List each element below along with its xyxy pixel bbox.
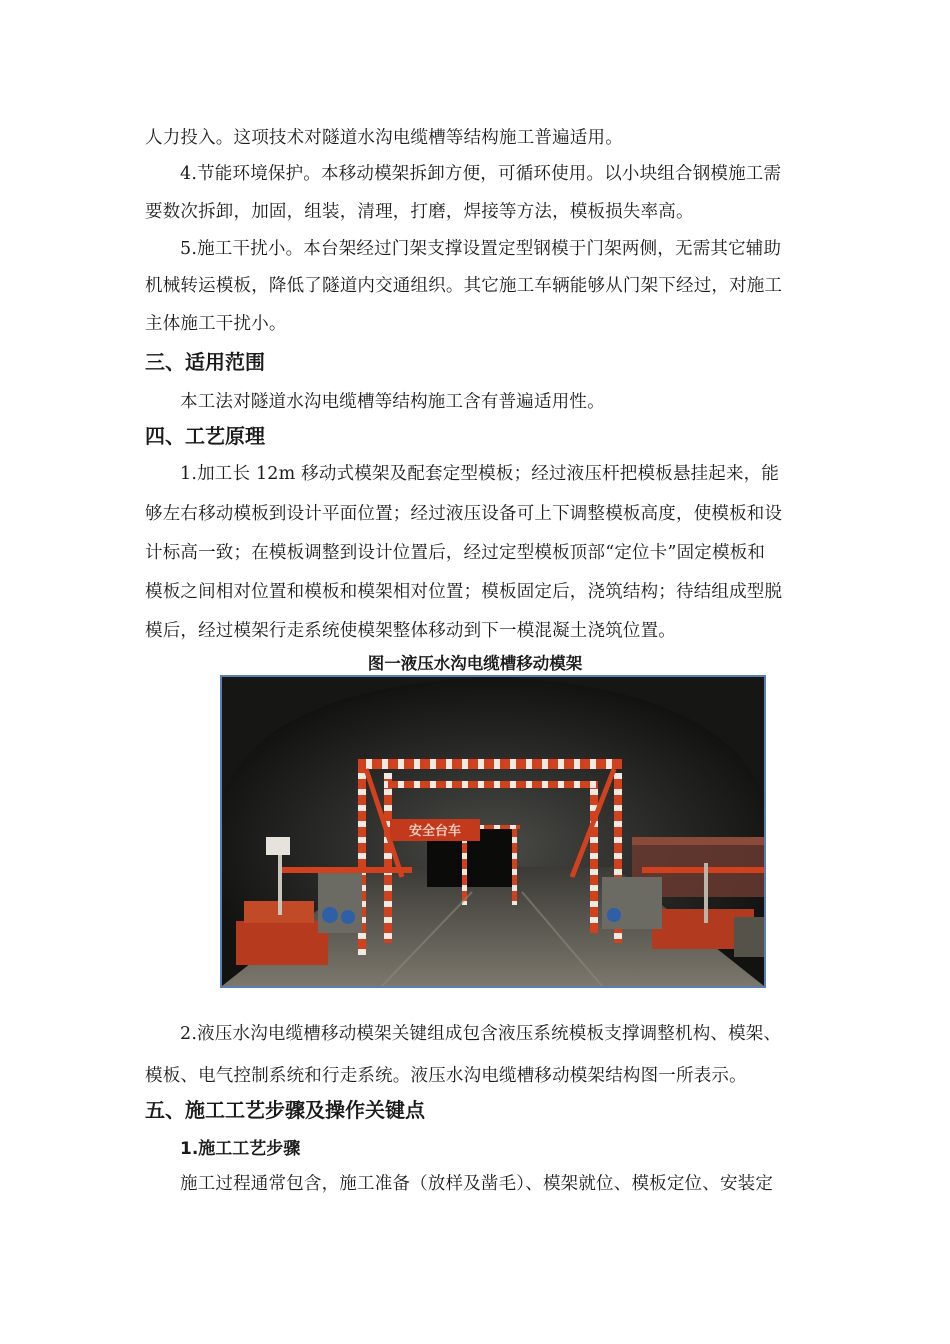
figure-photo bbox=[220, 675, 766, 988]
section-heading: 五、施工工艺步骤及操作关键点 bbox=[145, 1098, 425, 1122]
section-heading: 四、工艺原理 bbox=[145, 424, 265, 448]
paragraph-line: 施工过程通常包含，施工准备（放样及凿毛）、模架就位、模板定位、安装定 bbox=[180, 1174, 774, 1194]
paragraph-line: 模板之间相对位置和模板和模架相对位置；模板固定后，浇筑结构；待结组成型脱 bbox=[145, 582, 783, 602]
paragraph-line: 5.施工干扰小。本台架经过门架支撑设置定型钢模于门架两侧，无需其它辅助 bbox=[180, 239, 782, 259]
paragraph-line: 够左右移动模板到设计平面位置；经过液压设备可上下调整模板高度，使模板和设 bbox=[145, 504, 783, 524]
paragraph-line: 模板、电气控制系统和行走系统。液压水沟电缆槽移动模架结构图一所表示。 bbox=[145, 1066, 747, 1086]
subsection-heading: 1.施工工艺步骤 bbox=[180, 1139, 301, 1159]
paragraph-line: 1.加工长 12m 移动式模架及配套定型模板；经过液压杆把模板悬挂起来，能 bbox=[180, 464, 780, 484]
paragraph-line: 2.液压水沟电缆槽移动模架关键组成包含液压系统模板支撑调整机构、模架、 bbox=[180, 1024, 782, 1044]
tunnel-formwork-illustration bbox=[222, 677, 764, 986]
paragraph-line: 4.节能环境保护。本移动模架拆卸方便，可循环使用。以小块组合钢模施工需 bbox=[180, 164, 782, 184]
paragraph-line: 人力投入。这项技术对隧道水沟电缆槽等结构施工普遍适用。 bbox=[145, 128, 623, 148]
paragraph-line: 要数次拆卸，加固，组装，清理，打磨，焊接等方法，模板损失率高。 bbox=[145, 202, 694, 222]
paragraph-line: 计标高一致；在模板调整到设计位置后，经过定型模板顶部“定位卡”固定模板和 bbox=[145, 543, 766, 563]
figure-caption: 图一液压水沟电缆槽移动模架 bbox=[367, 654, 583, 673]
sign-text: 安全台车 bbox=[408, 824, 462, 839]
section-heading: 三、适用范围 bbox=[145, 350, 265, 374]
paragraph-line: 机械转运模板，降低了隧道内交通组织。其它施工车辆能够从门架下经过，对施工 bbox=[145, 276, 783, 296]
paragraph-line: 主体施工干扰小。 bbox=[145, 314, 287, 334]
paragraph-line: 本工法对隧道水沟电缆槽等结构施工含有普遍适用性。 bbox=[180, 392, 605, 412]
paragraph-line: 模后，经过模架行走系统使模架整体移动到下一模混凝土浇筑位置。 bbox=[145, 621, 676, 641]
